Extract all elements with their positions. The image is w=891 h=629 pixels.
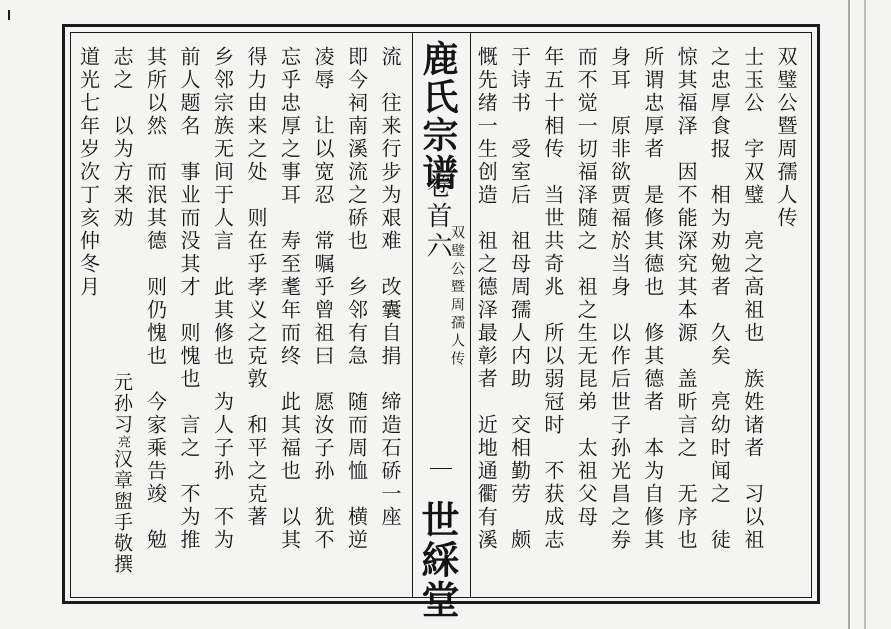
right-col-8: 年五十相传 当世共奇兆 所以弱冠时 不获成志 [540, 46, 565, 552]
left-col-2: 即今祠南溪流之硚也 乡邻有急 随而周恤 横逆 [344, 46, 369, 552]
volume-label: 卷首六 [422, 172, 452, 262]
right-edge-mark-2 [864, 0, 866, 629]
left-col-10: 道光七年岁次丁亥仲冬月 [76, 46, 101, 299]
spine-rule-left [412, 32, 413, 598]
left-col-9: 志之 以为方来劝 [110, 46, 134, 230]
right-col-2: 士玉公 字双璧 亮之高祖也 族姓诸者 习以祖 [740, 46, 765, 552]
chapter-subtitle: 双璧公暨周孺人传 [449, 225, 465, 369]
left-col-6: 乡邻宗族无间于人言 此其修也 为人子孙 不为 [210, 46, 235, 552]
signature-suffix: 汉章盥手敬撰 [111, 449, 133, 575]
right-col-3: 之忠厚食报 相为劝勉者 久矣 亮幼时闻之 徒 [707, 46, 732, 552]
signature-small-char: 亮 [115, 435, 130, 449]
genealogy-title: 鹿氏宗谱 [417, 40, 459, 192]
spine-tick [430, 468, 452, 469]
right-col-10: 慨先绪一生创造 祖之德泽最彰者 近地通衢有溪 [474, 46, 499, 552]
author-signature [112, 372, 132, 575]
left-col-4: 忘乎忠厚之事耳 寿至耄年而终 此其福也 以其 [277, 46, 302, 552]
right-col-5: 所谓忠厚者 是修其德也 修其德者 本为自修其 [640, 46, 665, 552]
right-col-7: 而不觉一切福泽随之 祖之生无昆弟 太祖父母 [574, 46, 599, 529]
right-col-4: 惊其福泽 因不能深究其本源 盖昕言之 无序也 [674, 46, 699, 552]
hall-name: 世綵堂 [415, 500, 460, 620]
signature-prefix: 元孙习 [111, 372, 133, 435]
right-edge-mark [848, 0, 850, 629]
left-col-7: 前人题名 事业而没其才 则愧也 言之 不为推 [177, 46, 201, 552]
left-edge-mark [8, 10, 10, 20]
left-col-3: 凌辱 让以宽忍 常嘱乎曾祖曰 愿汝子孙 犹不 [311, 46, 335, 552]
spine-rule-right [470, 32, 471, 598]
left-col-1: 流 往来行步为艰难 改囊自捐 缔造石硚一座 [378, 46, 402, 529]
right-col-6: 身耳 原非欲贾福於当身 以作后世子孙光昌之券 [607, 46, 632, 552]
right-col-9: 于诗书 受室后 祖母周孺人内助 交相勤劳 颇 [507, 46, 532, 552]
left-col-5: 得力由来之处 则在乎孝义之克敦 和平之克著 [244, 46, 268, 529]
left-col-8: 其所以然 而泯其德 则仍愧也 今家乘告竣 勉 [143, 46, 168, 552]
right-col-1: 双璧公暨周孺人传 [774, 46, 798, 230]
